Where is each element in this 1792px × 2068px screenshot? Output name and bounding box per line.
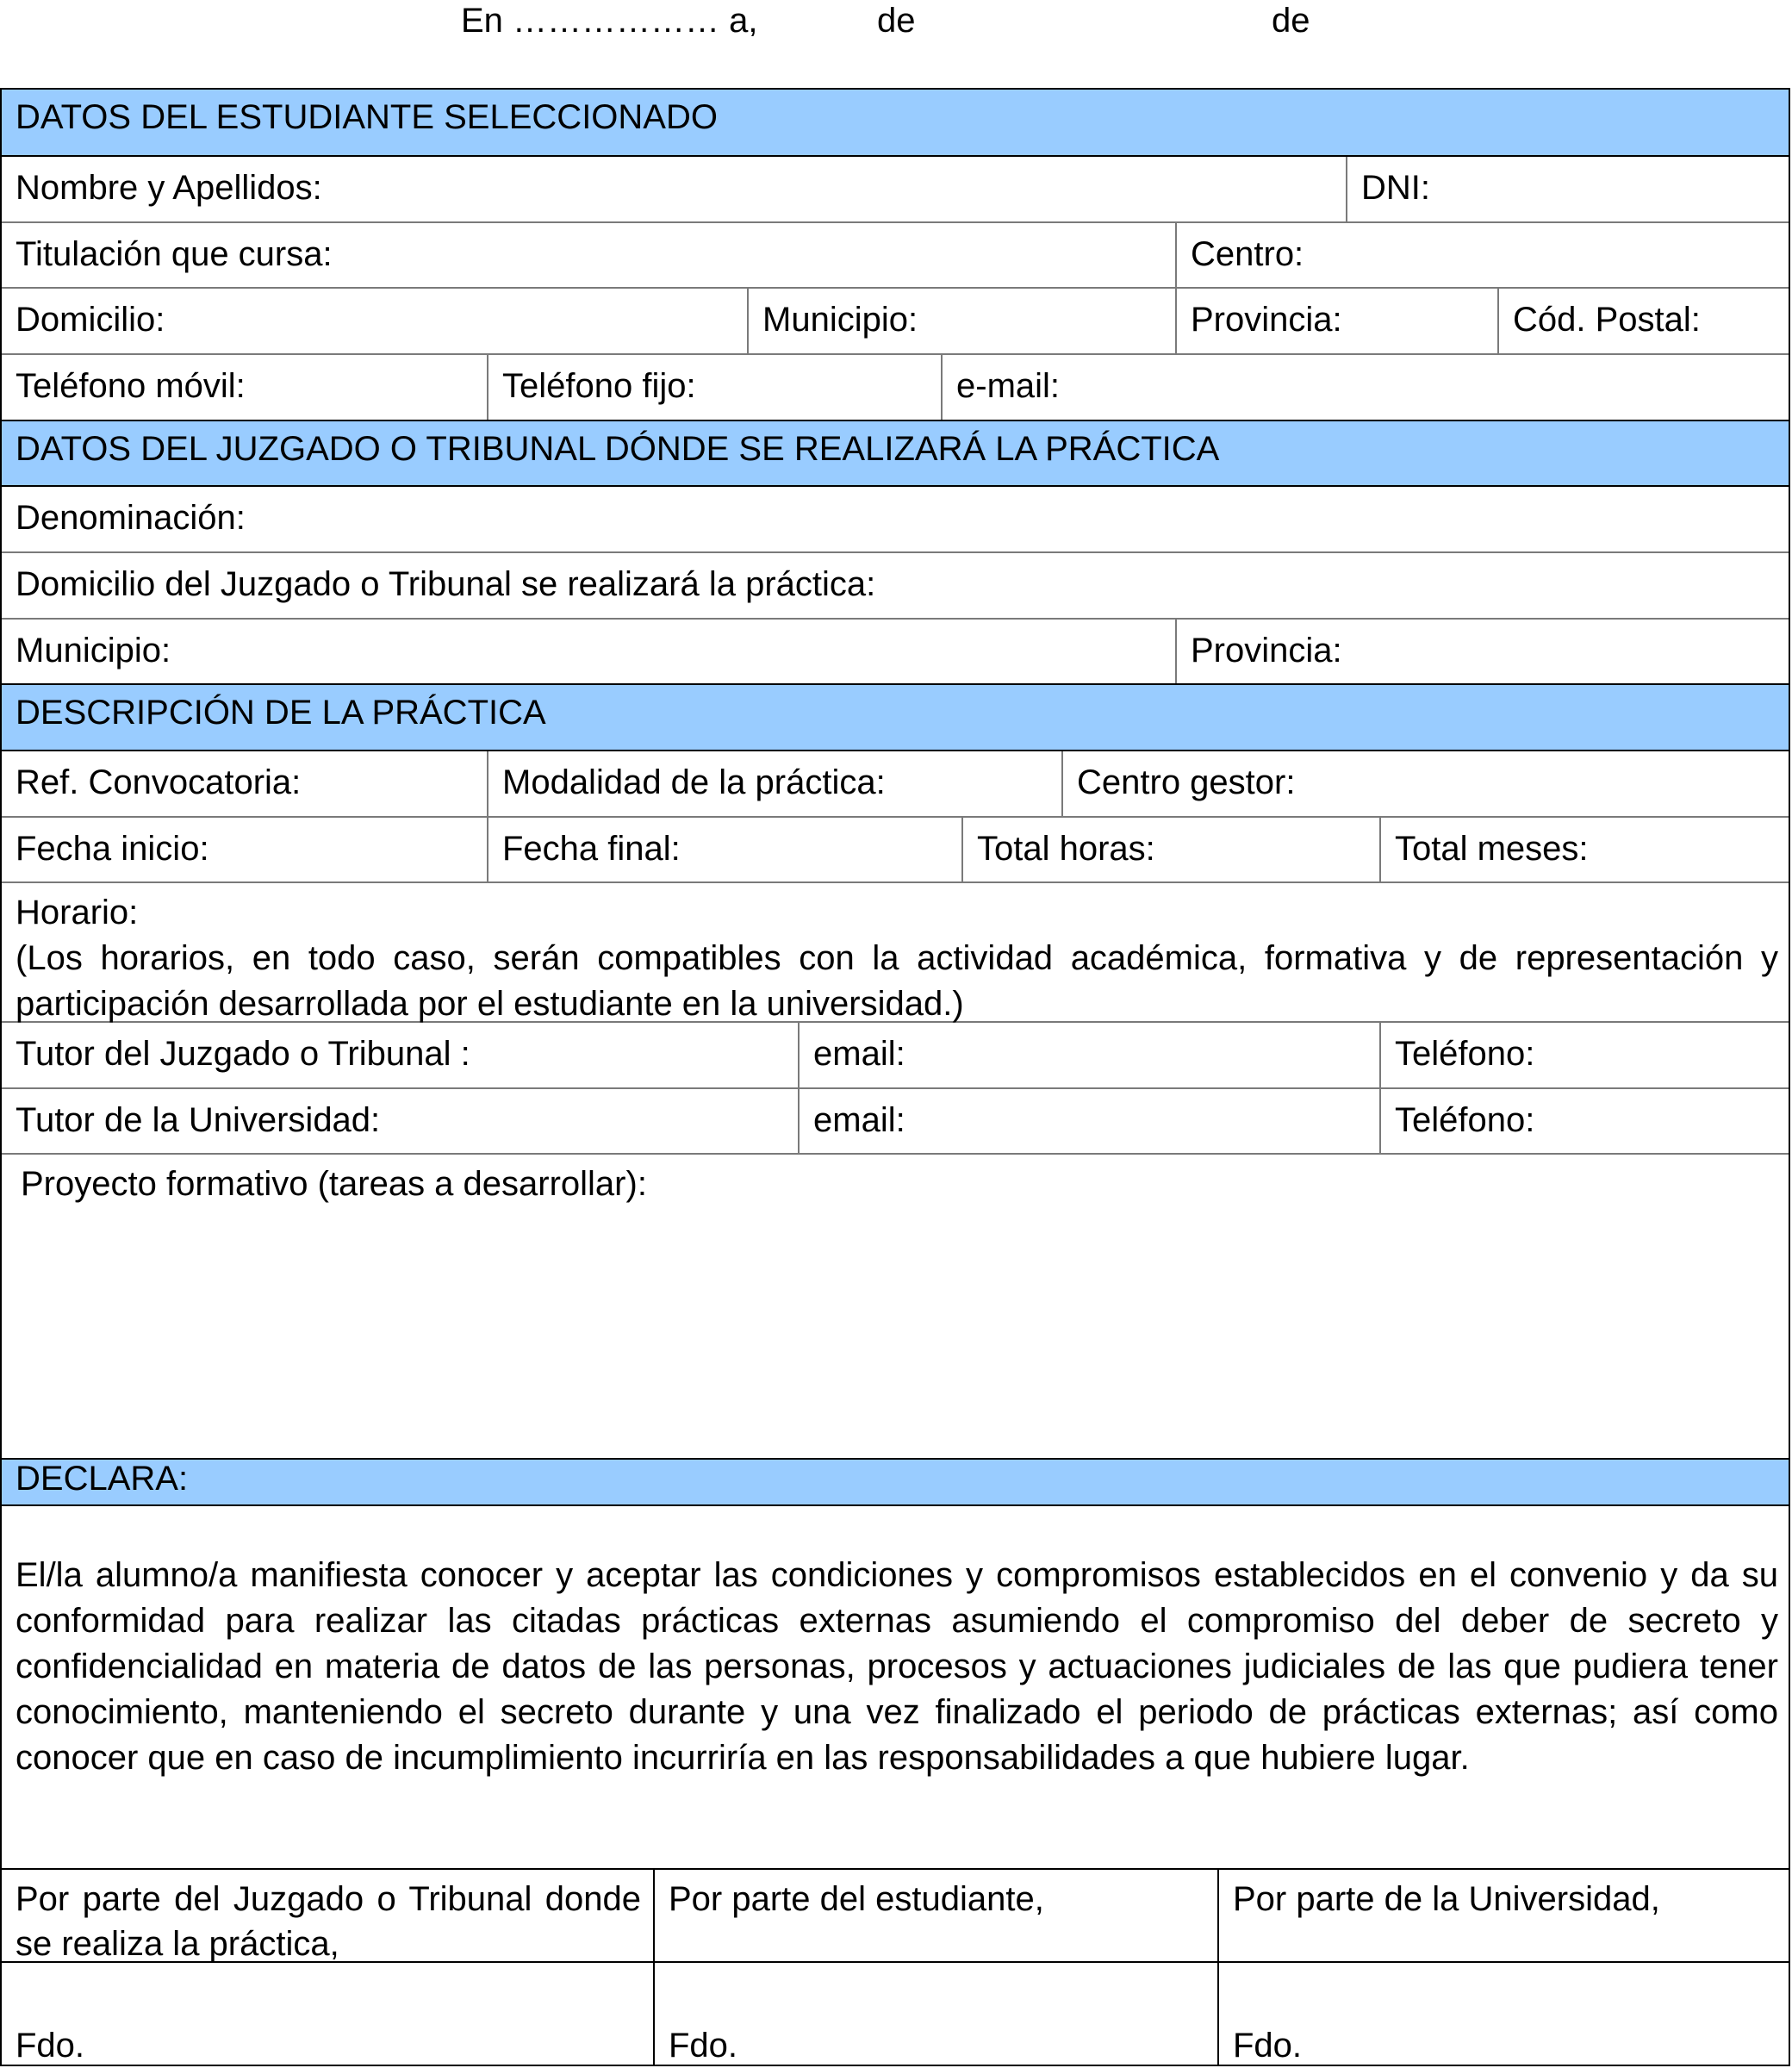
- nombre-field[interactable]: Nombre y Apellidos:: [16, 169, 322, 207]
- student-row-titulacion: [2, 223, 1789, 289]
- tutor-juzgado-telefono-field[interactable]: Teléfono:: [1379, 1023, 1790, 1087]
- practica-header-label: DESCRIPCIÓN DE LA PRÁCTICA: [16, 694, 546, 732]
- juzgado-municipio-field[interactable]: Municipio:: [16, 632, 171, 670]
- tutor-universidad-email-field[interactable]: email:: [798, 1089, 1379, 1153]
- signature-header-row: [2, 1870, 1789, 1963]
- tutor-universidad-telefono-field[interactable]: Teléfono:: [1379, 1089, 1790, 1153]
- horario-label: Horario:: [16, 894, 139, 931]
- tutor-juzgado-email-field[interactable]: email:: [798, 1023, 1379, 1087]
- fdo-juzgado[interactable]: Fdo.: [16, 2027, 85, 2065]
- fdo-estudiante[interactable]: Fdo.: [653, 1963, 1217, 2065]
- firma-juzgado-label: Por parte del Juzgado o Tribunal donde se realiza la práctica,: [16, 1880, 641, 1963]
- fecha-inicio-field[interactable]: Fecha inicio:: [16, 830, 209, 868]
- ref-convocatoria-field[interactable]: Ref. Convocatoria:: [16, 763, 302, 801]
- modalidad-field[interactable]: Modalidad de la práctica:: [487, 751, 1061, 816]
- email-field[interactable]: e-mail:: [941, 355, 1790, 420]
- student-row-name: [2, 157, 1789, 223]
- proyecto-formativo-box[interactable]: [2, 1155, 1789, 1460]
- declara-text-box: [2, 1506, 1789, 1870]
- practica-row-horario[interactable]: [2, 883, 1789, 1023]
- juzgado-domicilio-field[interactable]: Domicilio del Juzgado o Tribunal se realizará la práctica:: [16, 565, 876, 603]
- dni-field[interactable]: DNI:: [1346, 157, 1790, 221]
- student-row-contact: [2, 355, 1789, 421]
- proyecto-formativo-label: Proyecto formativo (tareas a desarrollar):: [21, 1165, 647, 1203]
- cod-postal-field[interactable]: Cód. Postal:: [1497, 289, 1790, 353]
- total-meses-field[interactable]: Total meses:: [1379, 818, 1790, 881]
- student-row-domicilio: [2, 289, 1789, 355]
- telefono-fijo-field[interactable]: Teléfono fijo:: [487, 355, 941, 420]
- practica-row-ref: [2, 751, 1789, 818]
- juzgado-provincia-field[interactable]: Provincia:: [1175, 620, 1790, 683]
- juzgado-section-header: [2, 421, 1789, 487]
- horario-note: (Los horarios, en todo caso, serán compatibles con la actividad académica, formativa y de representación y participación desarrollada por el estudiante en la universidad.): [16, 939, 1778, 1023]
- practica-row-tutor-univ: [2, 1089, 1789, 1155]
- firma-estudiante-label: Por parte del estudiante,: [653, 1870, 1217, 1961]
- declara-section-header: [2, 1460, 1789, 1506]
- student-header-label: DATOS DEL ESTUDIANTE SELECCIONADO: [16, 98, 718, 136]
- telefono-movil-field[interactable]: Teléfono móvil:: [16, 367, 246, 405]
- denominacion-field[interactable]: Denominación:: [16, 499, 246, 537]
- juzgado-header-label: DATOS DEL JUZGADO O TRIBUNAL DÓNDE SE REALIZARÁ LA PRÁCTICA: [16, 430, 1220, 468]
- date-de-month: de: [877, 2, 916, 40]
- provincia-field[interactable]: Provincia:: [1175, 289, 1497, 353]
- practica-row-tutor-juzgado: [2, 1023, 1789, 1089]
- total-horas-field[interactable]: Total horas:: [961, 818, 1379, 881]
- fdo-universidad[interactable]: Fdo.: [1217, 1963, 1790, 2065]
- declara-header-label: DECLARA:: [16, 1460, 189, 1498]
- centro-gestor-field[interactable]: Centro gestor:: [1061, 751, 1790, 816]
- firma-universidad-label: Por parte de la Universidad,: [1217, 1870, 1790, 1961]
- practica-row-fechas: [2, 818, 1789, 883]
- municipio-field[interactable]: Municipio:: [747, 289, 1175, 353]
- practice-form: [0, 88, 1790, 2066]
- tutor-universidad-field[interactable]: Tutor de la Universidad:: [16, 1101, 381, 1139]
- titulacion-field[interactable]: Titulación que cursa:: [16, 235, 333, 273]
- signature-row: [2, 1963, 1789, 2065]
- date-place: En ……………… a,: [461, 2, 758, 40]
- date-line: [0, 0, 1792, 52]
- fecha-final-field[interactable]: Fecha final:: [487, 818, 961, 881]
- juzgado-row-municipio: [2, 620, 1789, 685]
- juzgado-row-denominacion: [2, 487, 1789, 553]
- date-de-year: de: [1272, 2, 1310, 40]
- domicilio-field[interactable]: Domicilio:: [16, 301, 165, 339]
- centro-field[interactable]: Centro:: [1175, 223, 1790, 287]
- student-section-header: [2, 90, 1789, 157]
- declara-text: El/la alumno/a manifiesta conocer y aceptar las condiciones y compromisos establecidos en el convenio y da su conformidad para realizar las citadas prácticas externas asumiendo el compromiso del deber de secreto y confidencialidad en materia de datos de las personas, procesos y actuaciones judiciales de las que pudiera tener conocimiento, manteniendo el secreto durante y una vez finalizado el periodo de prácticas externas; así como conocer que en caso de incumplimiento incurriría en las responsabilidades a que hubiere lugar.: [16, 1556, 1778, 1777]
- practica-section-header: [2, 685, 1789, 751]
- tutor-juzgado-field[interactable]: Tutor del Juzgado o Tribunal :: [16, 1035, 470, 1073]
- juzgado-row-domicilio: [2, 553, 1789, 620]
